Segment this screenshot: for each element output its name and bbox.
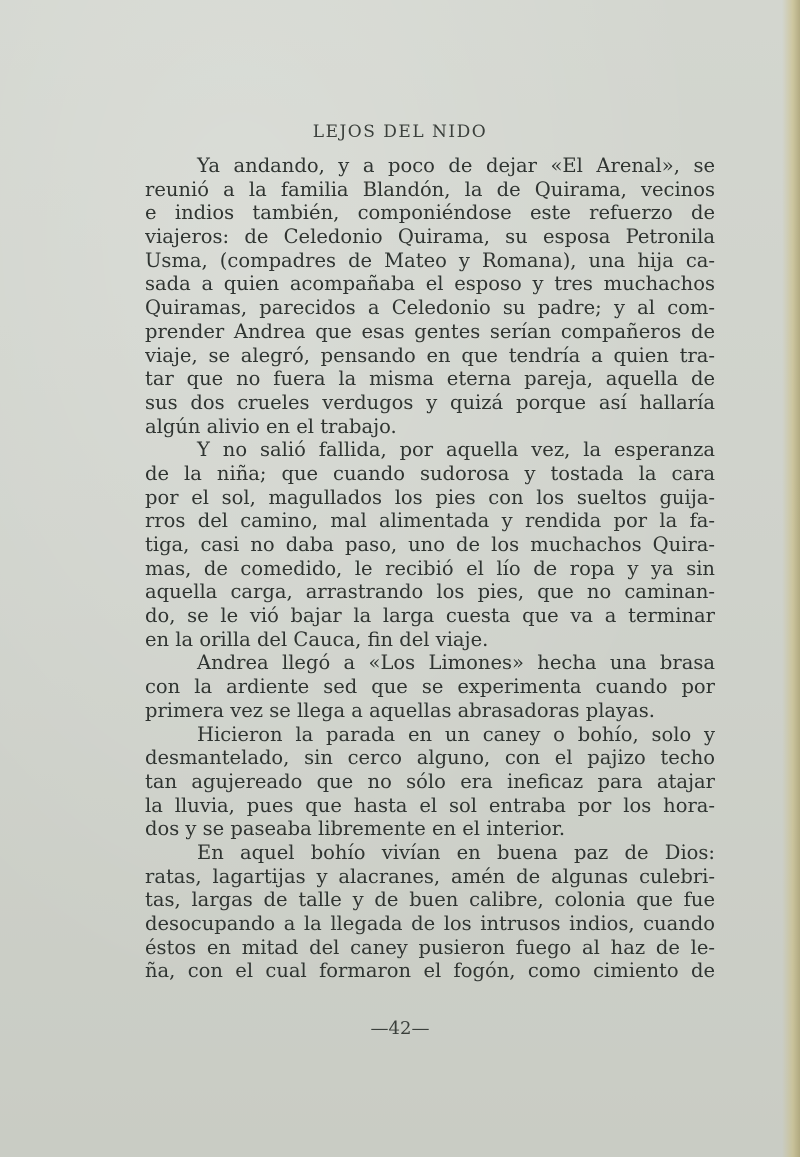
text-line: sus dos crueles verdugos y quizá porque así hallaría bbox=[145, 390, 715, 414]
text-line: En aquel bohío vivían en buena paz de Dios: bbox=[197, 840, 715, 864]
text-line: viaje, se alegró, pensando en que tendría a quien tra- bbox=[145, 343, 715, 367]
text-line: primera vez se llega a aquellas abrasadoras playas. bbox=[145, 698, 655, 722]
text-line: reunió a la familia Blandón, la de Quirama, vecinos bbox=[145, 177, 715, 201]
text-line: desocupando a la llegada de los intrusos indios, cuando bbox=[145, 912, 715, 935]
text-line: sada a quien acompañaba el esposo y tres muchachos bbox=[145, 272, 715, 296]
text-line: ratas, lagartijas y alacranes, amén de algunas culebri- bbox=[145, 864, 715, 888]
text-line: aquella carga, arrastrando los pies, que no caminan- bbox=[145, 580, 715, 604]
text-line: Ya andando, y a poco de dejar «El Arenal», se bbox=[197, 154, 715, 177]
text-line: tar que no fuera la misma eterna pareja, aquella de bbox=[145, 367, 715, 391]
text-line: en la orilla del Cauca, fin del viaje. bbox=[145, 627, 489, 651]
text-line: prender Andrea que esas gentes serían compañeros de bbox=[145, 319, 715, 343]
text-line: Andrea llegó a «Los Limones» hecha una brasa bbox=[197, 651, 715, 675]
text-line: viajeros: de Celedonio Quirama, su esposa Petronila bbox=[145, 225, 715, 249]
paragraph bbox=[145, 154, 715, 438]
text-line: con la ardiente sed que se experimenta cuando por bbox=[145, 675, 715, 699]
text-line: Y no salió fallida, por aquella vez, la esperanza bbox=[197, 438, 715, 462]
text-line: Usma, (compadres de Mateo y Romana), una hija ca- bbox=[145, 248, 715, 272]
text-line: rros del camino, mal alimentada y rendida por la fa- bbox=[145, 509, 715, 533]
text-line: algún alivio en el trabajo. bbox=[145, 414, 397, 438]
text-line: e indios también, componiéndose este refuerzo de bbox=[145, 201, 715, 225]
text-line: éstos en mitad del caney pusieron fuego al haz de le- bbox=[145, 935, 715, 959]
text-line: por el sol, magullados los pies con los sueltos guija- bbox=[145, 485, 715, 509]
text-line: tiga, casi no daba paso, uno de los muchachos Quira- bbox=[145, 533, 715, 556]
paragraph bbox=[145, 841, 715, 983]
page-edge bbox=[782, 0, 800, 1157]
text-line: Hicieron la parada en un caney o bohío, solo y bbox=[197, 722, 715, 746]
paragraph bbox=[145, 723, 715, 841]
running-head: LEJOS DEL NIDO bbox=[312, 122, 488, 142]
text-line: ña, con el cual formaron el fogón, como cimiento de bbox=[145, 959, 715, 983]
text-line: de la niña; que cuando sudorosa y tostada la cara bbox=[145, 461, 715, 485]
paragraph bbox=[145, 438, 715, 651]
text-line: do, se le vió bajar la larga cuesta que va a terminar bbox=[145, 604, 715, 628]
text-line: Quiramas, parecidos a Celedonio su padre; y al com- bbox=[145, 296, 715, 320]
page-number: —42— bbox=[370, 1018, 430, 1039]
text-line: mas, de comedido, le recibió el lío de ropa y ya sin bbox=[145, 556, 715, 580]
body-text bbox=[145, 154, 715, 983]
paragraph bbox=[145, 651, 715, 722]
text-line: tas, largas de talle y de buen calibre, colonia que fue bbox=[145, 888, 715, 912]
text-line: desmantelado, sin cerco alguno, con el pajizo techo bbox=[145, 746, 715, 770]
text-line: tan agujereado que no sólo era ineficaz para atajar bbox=[145, 769, 715, 793]
text-line: dos y se paseaba libremente en el interior. bbox=[145, 817, 566, 841]
text-line: la lluvia, pues que hasta el sol entraba por los hora- bbox=[145, 793, 715, 817]
